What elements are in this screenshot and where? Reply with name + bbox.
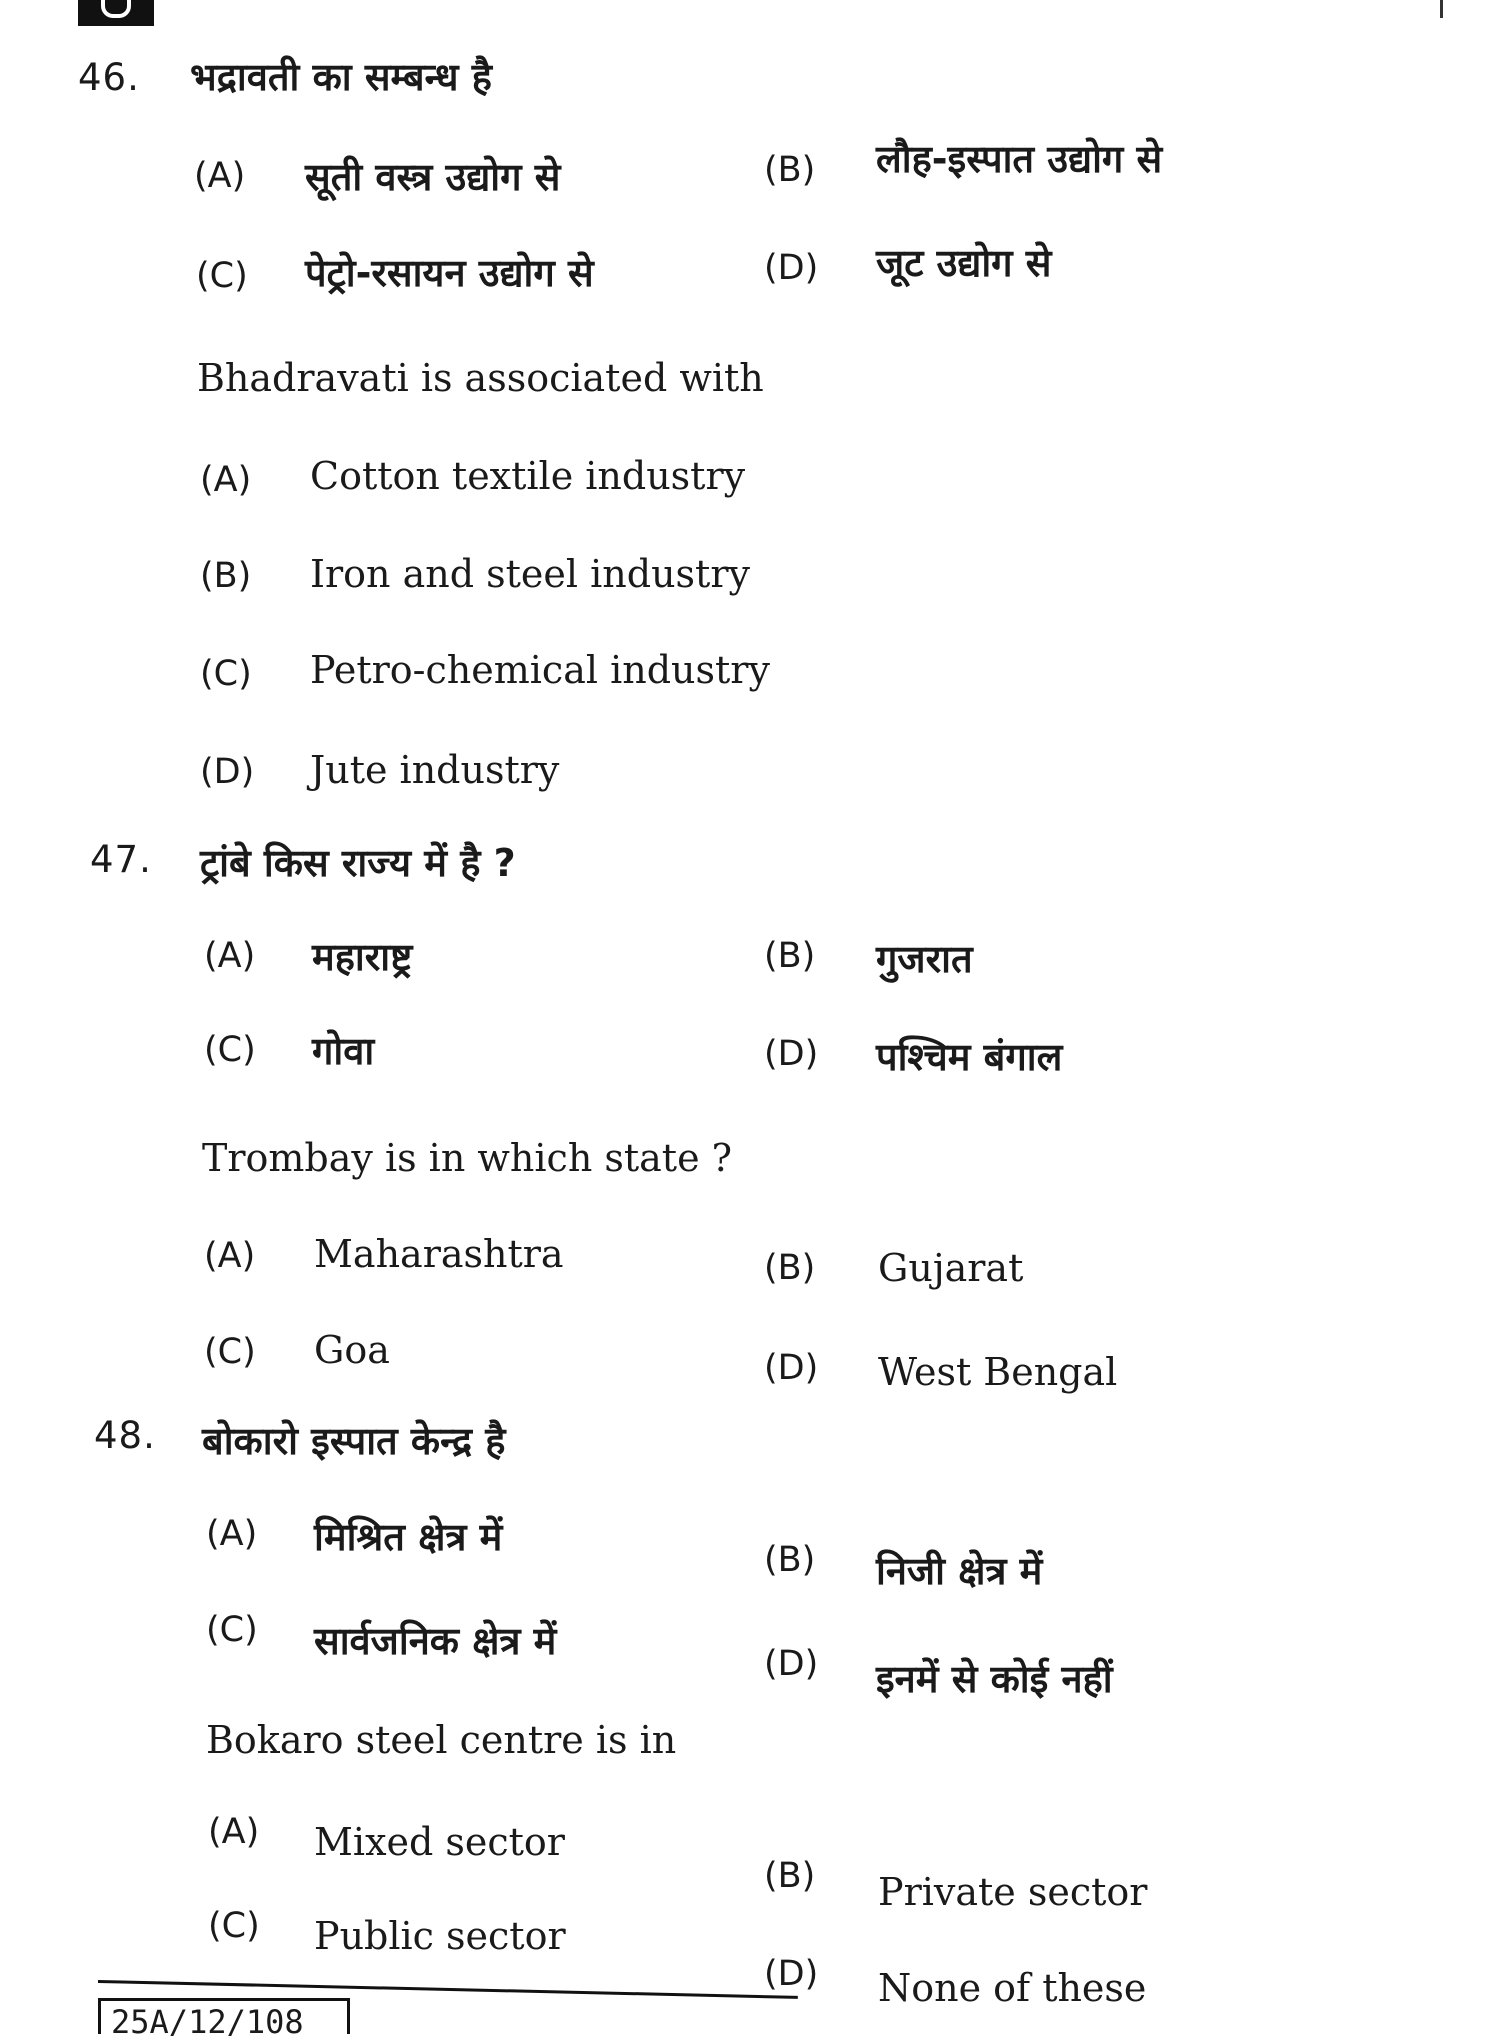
q48-english-option-a-text: Mixed sector: [314, 1820, 565, 1864]
q47-english-option-b-text: Gujarat: [878, 1246, 1024, 1290]
q46-english-option-b-text: Iron and steel industry: [310, 552, 750, 596]
q47-english-option-a-label: (A): [204, 1236, 256, 1276]
q47-english-option-b-label: (B): [764, 1248, 816, 1288]
q46-hindi-option-a-label: (A): [194, 156, 246, 196]
q46-hindi-option-d-label: (D): [764, 248, 819, 288]
question-46-number: 46.: [78, 56, 140, 99]
q46-hindi-option-c-label: (C): [196, 256, 248, 296]
q47-hindi-option-d-text: पश्चिम बंगाल: [876, 1035, 1063, 1079]
question-48-english-text: Bokaro steel centre is in: [206, 1718, 677, 1762]
q47-english-option-c-label: (C): [204, 1332, 256, 1372]
question-47-hindi-text: ट्रांबे किस राज्य में है ?: [200, 841, 516, 885]
q46-english-option-a-text: Cotton textile industry: [310, 454, 746, 498]
q47-hindi-option-d-label: (D): [764, 1034, 819, 1074]
q48-hindi-option-c-text: सार्वजनिक क्षेत्र में: [314, 1619, 557, 1663]
q48-hindi-option-a-text: मिश्रित क्षेत्र में: [314, 1515, 503, 1559]
page-series-mark: [78, 0, 154, 26]
question-48-hindi-text: बोकारो इस्पात केन्द्र है: [202, 1419, 506, 1463]
q46-hindi-option-c-text: पेट्रो-रसायन उद्योग से: [305, 251, 594, 295]
paper-code: 25A/12/108: [111, 2003, 304, 2041]
q46-hindi-option-d-text: जूट उद्योग से: [876, 241, 1052, 285]
q46-english-option-d-label: (D): [200, 752, 255, 792]
q47-hindi-option-c-text: गोवा: [312, 1029, 375, 1073]
q48-hindi-option-c-label: (C): [206, 1610, 258, 1650]
q47-english-option-d-label: (D): [764, 1348, 819, 1388]
paper-code-box: [98, 1998, 350, 2041]
footer-rule: [98, 1980, 798, 1999]
q47-english-option-a-text: Maharashtra: [314, 1232, 564, 1276]
q48-hindi-option-a-label: (A): [206, 1514, 258, 1554]
q47-hindi-option-b-text: गुजरात: [876, 937, 973, 981]
q47-hindi-option-a-text: महाराष्ट्र: [312, 935, 413, 979]
q48-english-option-b-text: Private sector: [878, 1870, 1148, 1914]
q47-hindi-option-a-label: (A): [204, 936, 256, 976]
question-47-number: 47.: [90, 838, 152, 881]
q46-hindi-option-a-text: सूती वस्त्र उद्योग से: [305, 155, 561, 199]
q48-english-option-c-label: (C): [208, 1906, 260, 1946]
q46-english-option-c-label: (C): [200, 654, 252, 694]
question-48-number: 48.: [94, 1414, 156, 1457]
q48-english-option-c-text: Public sector: [314, 1914, 566, 1958]
q48-english-option-a-label: (A): [208, 1812, 260, 1852]
question-47-english-text: Trombay is in which state ?: [202, 1136, 733, 1180]
q47-english-option-c-text: Goa: [314, 1328, 390, 1372]
q48-hindi-option-b-label: (B): [764, 1540, 816, 1580]
q46-english-option-a-label: (A): [200, 460, 252, 500]
q48-english-option-b-label: (B): [764, 1856, 816, 1896]
question-46-hindi-text: भद्रावती का सम्बन्ध है: [190, 55, 492, 99]
q46-english-option-c-text: Petro-chemical industry: [310, 648, 770, 692]
q46-english-option-d-text: Jute industry: [310, 748, 560, 792]
q46-hindi-option-b-label: (B): [764, 150, 816, 190]
q48-english-option-d-label: (D): [764, 1954, 819, 1994]
q47-english-option-d-text: West Bengal: [878, 1350, 1118, 1394]
q48-hindi-option-d-label: (D): [764, 1644, 819, 1684]
q47-hindi-option-c-label: (C): [204, 1030, 256, 1070]
question-46-english-text: Bhadravati is associated with: [197, 356, 764, 400]
q46-hindi-option-b-text: लौह-इस्पात उद्योग से: [876, 137, 1163, 181]
q46-english-option-b-label: (B): [200, 556, 252, 596]
edge-mark: [1440, 0, 1443, 18]
q48-english-option-d-text: None of these: [878, 1966, 1147, 2010]
q48-hindi-option-b-text: निजी क्षेत्र में: [876, 1549, 1043, 1593]
q47-hindi-option-b-label: (B): [764, 936, 816, 976]
q48-hindi-option-d-text: इनमें से कोई नहीं: [876, 1657, 1113, 1701]
